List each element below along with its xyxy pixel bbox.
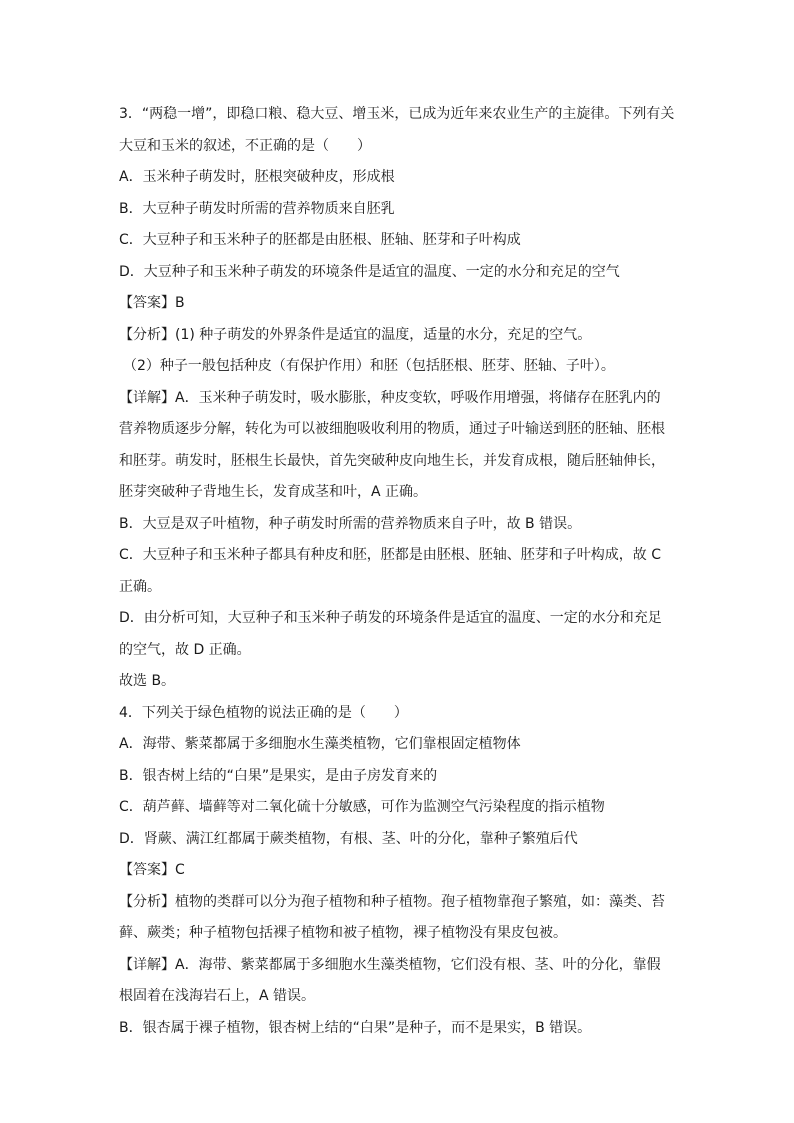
question-3-detail-line-1: 【详解】A．玉米种子萌发时，吸水膨胀，种皮变软，呼吸作用增强，将储存在胚乳内的 (119, 389, 661, 406)
question-3-detail-line-3: 和胚芽。萌发时，胚根生长最快，首先突破种皮向地生长，并发育成根，随后胚轴伸长， (119, 452, 665, 469)
question-4-option-b: B．银杏树上结的“白果”是果实，是由子房发育来的 (119, 767, 438, 784)
question-3-conclusion: 故选 B。 (119, 673, 176, 689)
question-4-option-a: A．海带、紫菜都属于多细胞水生藻类植物，它们靠根固定植物体 (119, 736, 521, 752)
question-4-analysis-line-2: 藓、蕨类；种子植物包括裸子植物和被子植物，裸子植物没有果皮包被。 (119, 925, 567, 941)
question-3-analysis-line-1: 【分析】(1) 种子萌发的外界条件是适宜的温度，适量的水分，充足的空气。 (119, 326, 592, 343)
question-3-option-c: C．大豆种子和玉米种子的胚都是由胚根、胚轴、胚芽和子叶构成 (119, 232, 521, 248)
question-4-option-d: D．肾蕨、满江红都属于蕨类植物，有根、茎、叶的分化，靠种子繁殖后代 (119, 830, 578, 847)
question-3-detail-line-9: 的空气，故 D 正确。 (119, 641, 251, 658)
question-4-stem: 4．下列关于绿色植物的说法正确的是（ ） (119, 704, 408, 721)
document-body (119, 99, 681, 1044)
question-3-detail-line-6: C．大豆种子和玉米种子都具有种皮和胚，胚都是由胚根、胚轴、胚芽和子叶构成，故 C (119, 547, 661, 563)
question-3-stem-line-1: 3．“两稳一增”，即稳口粮、稳大豆、增玉米，已成为近年来农业生产的主旋律。下列有关 (119, 106, 675, 122)
question-4-analysis-line-1: 【分析】植物的类群可以分为孢子植物和种子植物。孢子植物靠孢子繁殖，如：藻类、苔 (119, 893, 665, 910)
question-4-detail-line-2: 根固着在浅海岩石上，A 错误。 (119, 988, 316, 1004)
question-3-option-b: B．大豆种子萌发时所需的营养物质来自胚乳 (119, 200, 395, 217)
question-3-stem-line-2: 大豆和玉米的叙述，不正确的是（ ） (119, 137, 371, 154)
question-4-answer: 【答案】C (119, 862, 185, 878)
question-4-detail-line-3: B．银杏属于裸子植物，银杏树上结的“白果”是种子，而不是果实，B 错误。 (119, 1019, 592, 1036)
question-3-answer: 【答案】B (119, 295, 185, 311)
question-3-detail-line-8: D．由分析可知，大豆种子和玉米种子萌发的环境条件是适宜的温度、一定的水分和充足 (119, 610, 662, 626)
question-3-option-a: A．玉米种子萌发时，胚根突破种皮，形成根 (119, 169, 395, 185)
question-3-option-d: D．大豆种子和玉米种子萌发的环境条件是适宜的温度、一定的水分和充足的空气 (119, 263, 620, 280)
question-3-analysis-line-2: （2）种子一般包括种皮（有保护作用）和胚（包括胚根、胚芽、胚轴、子叶）。 (123, 358, 615, 374)
question-3-detail-line-2: 营养物质逐步分解，转化为可以被细胞吸收利用的物质，通过子叶输送到胚的胚轴、胚根 (119, 421, 665, 437)
question-4-detail-line-1: 【详解】A．海带、紫菜都属于多细胞水生藻类植物，它们没有根、茎、叶的分化，靠假 (119, 956, 661, 973)
question-3-detail-line-7: 正确。 (119, 578, 161, 595)
question-3-detail-line-5: B．大豆是双子叶植物，种子萌发时所需的营养物质来自子叶，故 B 错误。 (119, 515, 582, 532)
question-3-detail-line-4: 胚芽突破种子背地生长，发育成茎和叶，A 正确。 (119, 484, 428, 500)
question-4-option-c: C．葫芦藓、墙藓等对二氧化硫十分敏感，可作为监测空气污染程度的指示植物 (119, 799, 605, 815)
